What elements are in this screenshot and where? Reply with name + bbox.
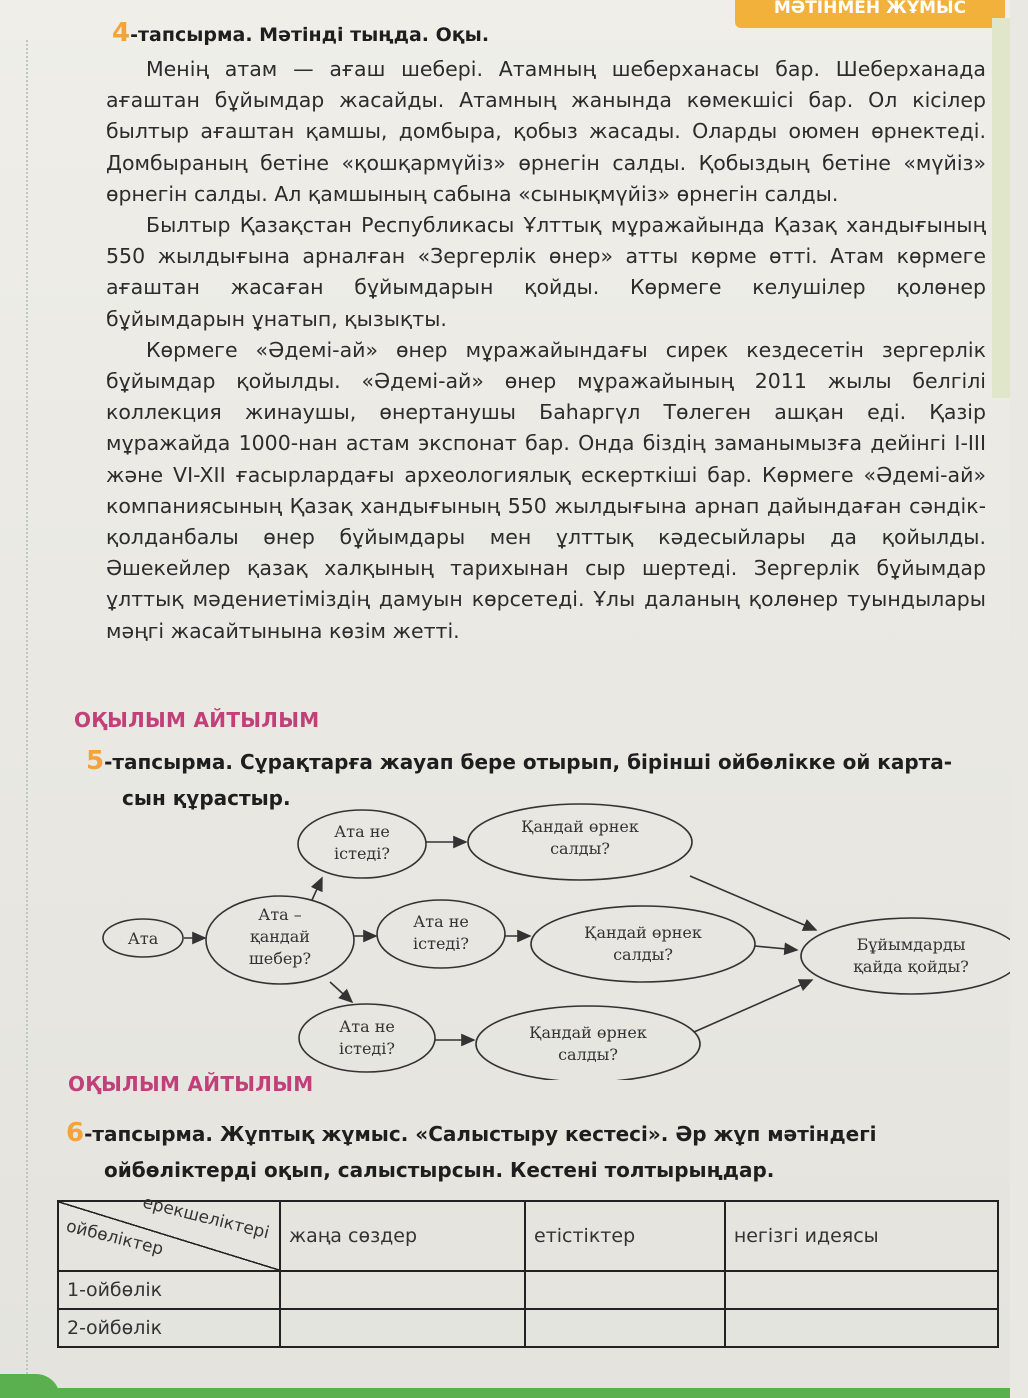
master-question bbox=[206, 904, 354, 970]
task5-number: 5 bbox=[86, 746, 105, 776]
pattern-bot-line-2: салды? bbox=[558, 1045, 618, 1064]
did-mid-question bbox=[377, 911, 505, 955]
table-cell-empty[interactable] bbox=[525, 1309, 725, 1347]
pattern-bot-line-1: Қандай өрнек bbox=[529, 1023, 647, 1042]
pattern-mid-line-1: Қандай өрнек bbox=[584, 923, 702, 942]
table-row bbox=[58, 1271, 998, 1309]
task5-title-line2: сын құрастыр. bbox=[122, 786, 291, 810]
did-mid-line-1: Ата не bbox=[413, 912, 469, 931]
table-cell-empty[interactable] bbox=[725, 1309, 998, 1347]
table-cell-empty[interactable] bbox=[280, 1309, 525, 1347]
paragraph-1: Менің атам — ағаш шебері. Атамның шеберханасы бар. Шеберханада ағаштан бұйымдар жасайды. Атамның жанында көмекшісі бар. Ол кісілер былтыр ағаштан қамшы, домбыра, қобыз жасады. Оларды оюмен өрнектеді. Домбыраның бетіне «қошқармүйіз» өрнегін салды. Қобыздың бетіне «мүйіз» өрнегін салды. Ал қамшының сабына «сынықмүйіз» өрнегін салды. bbox=[106, 57, 986, 206]
task4-title bbox=[112, 18, 489, 48]
row-header: 2-ойбөлік bbox=[58, 1309, 280, 1347]
final-question bbox=[801, 934, 1021, 978]
master-line-3: шебер? bbox=[248, 949, 312, 968]
final-line-2: қайда қойды? bbox=[853, 957, 969, 976]
task5-title bbox=[86, 746, 952, 776]
comparison-table bbox=[57, 1192, 999, 1348]
task4-text bbox=[106, 54, 986, 647]
pattern-top-question bbox=[468, 816, 692, 860]
master-line-1: Ата – bbox=[258, 905, 302, 924]
column-header: жаңа сөздер bbox=[280, 1201, 525, 1271]
section-label-reading: ОҚЫЛЫМ АЙТЫЛЫМ bbox=[74, 708, 320, 732]
corner-top-label: ерекшеліктері bbox=[140, 1192, 272, 1244]
column-header: негізгі идеясы bbox=[725, 1201, 998, 1271]
table-cell-empty[interactable] bbox=[280, 1271, 525, 1309]
task4-number: 4 bbox=[112, 18, 131, 48]
table-row bbox=[58, 1309, 998, 1347]
did-top-question bbox=[298, 821, 426, 865]
table-cell-empty[interactable] bbox=[725, 1271, 998, 1309]
pattern-top-line-2: салды? bbox=[550, 839, 610, 858]
mind-map bbox=[0, 800, 1010, 1080]
right-page-edge bbox=[992, 18, 1010, 398]
did-bot-question bbox=[299, 1016, 435, 1060]
root-label: Ата bbox=[127, 929, 159, 948]
master-line-2: қандай bbox=[250, 927, 310, 946]
task5-title-line1: -тапсырма. Сұрақтарға жауап бере отырып, бірінші ойбөлікке ой карта- bbox=[104, 750, 953, 774]
task4-title-text: -тапсырма. Мәтінді тыңда. Оқы. bbox=[130, 24, 490, 46]
pattern-mid-question bbox=[531, 922, 755, 966]
paragraph-2: Былтыр Қазақстан Республикасы Ұлттық мұражайында Қазақ хандығының 550 жылдығына арналған «Зергерлік өнер» атты көрме өтті. Атам көрмеге ағаштан жасаған бұйымдарын қойды. Көрмеге келушілер қолөнер бұйымдарын ұнатып, қызықты. bbox=[106, 213, 986, 331]
task6-title bbox=[66, 1118, 877, 1148]
paragraph-3: Көрмеге «Әдемі-ай» өнер мұражайындағы сирек кездесетін зергерлік бұйымдар қойылды. «Әдемі-ай» өнер мұражайының 2011 жылы белгілі коллекция жинаушы, өнертанушы Баһаргүл Төлеген ашқан еді. Қазір мұражайда 1000-нан астам экспонат бар. Онда біздің заманымызға дейінгі I-III және VI-XII ғасырлардағы археологиялық ескерткіші бар. Көрмеге «Әдемі-ай» компаниясының Қазақ хандығының 550 жылдығына арнап дайындаған сәндік-қолданбалы өнер бұйымдары мен ұлттық кәдесыйлары да қойылды. Әшекейлер қазақ халқының тарихынан сыр шертеді. Зергерлік бұйымдар ұлттық мәдениетіміздің дамуын көрсетеді. Ұлы даланың қолөнер туындылары мәңгі жасайтынына көзім жетті. bbox=[106, 337, 986, 643]
table-header-row bbox=[58, 1201, 998, 1271]
footer-bar bbox=[0, 1388, 1010, 1398]
column-header: етістіктер bbox=[525, 1201, 725, 1271]
margin-dotted-line bbox=[26, 40, 28, 1398]
pattern-mid-line-2: салды? bbox=[613, 945, 673, 964]
table-corner-cell bbox=[58, 1192, 280, 1271]
table-cell-empty[interactable] bbox=[525, 1271, 725, 1309]
final-line-1: Бұйымдарды bbox=[856, 935, 966, 954]
task6-number: 6 bbox=[66, 1118, 85, 1148]
pattern-bot-question bbox=[476, 1022, 700, 1066]
did-top-line-2: істеді? bbox=[334, 844, 390, 863]
section-label-reading-2: ОҚЫЛЫМ АЙТЫЛЫМ bbox=[68, 1072, 314, 1096]
corner-bottom-label: ойбөліктер bbox=[64, 1216, 166, 1260]
row-header: 1-ойбөлік bbox=[58, 1271, 280, 1309]
header-tab: МӘТІНМЕН ЖҰМЫС bbox=[735, 0, 1005, 28]
task6-title-line2: ойбөліктерді оқып, салыстырсын. Кестені толтырыңдар. bbox=[104, 1158, 775, 1182]
task6-title-line1: -тапсырма. Жұптық жұмыс. «Салыстыру кестесі». Әр жұп мәтіндегі bbox=[84, 1122, 877, 1146]
did-mid-line-2: істеді? bbox=[413, 934, 469, 953]
did-bot-line-1: Ата не bbox=[339, 1017, 395, 1036]
did-top-line-1: Ата не bbox=[334, 822, 390, 841]
pattern-top-line-1: Қандай өрнек bbox=[521, 817, 639, 836]
did-bot-line-2: істеді? bbox=[339, 1039, 395, 1058]
page-number-tab bbox=[0, 1374, 60, 1398]
